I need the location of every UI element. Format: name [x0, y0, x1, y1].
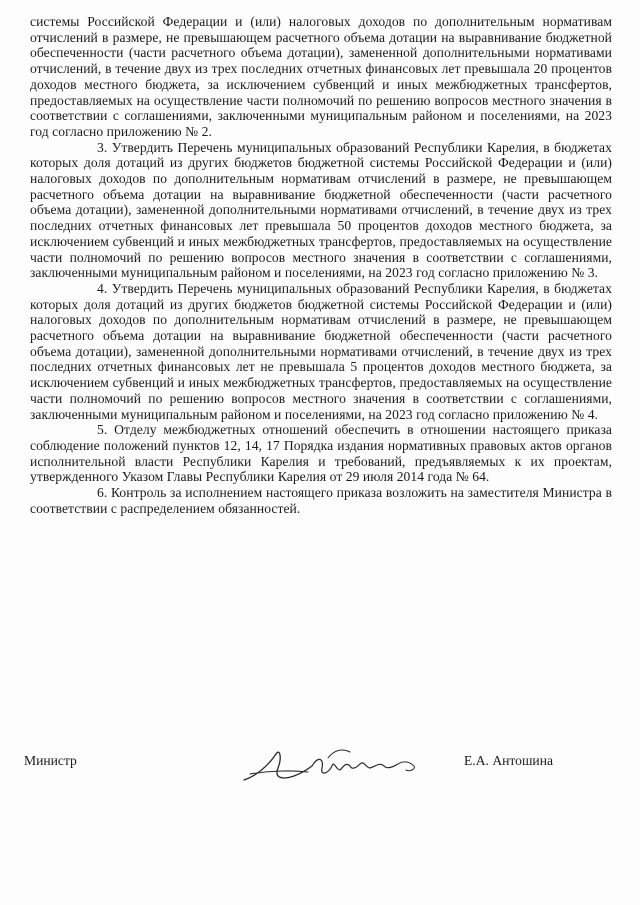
- handwritten-signature: [238, 736, 428, 796]
- item-3-paragraph: 3. Утвердить Перечень муниципальных образований Республики Карелия, в бюджетах которых доля дотаций из других бюджетов бюджетной системы Российской Федерации и (или) налоговых доходов по дополнительным нормативам отчислений в размере, не превышающем расчетного объема дотации на выравнивание бюджетной обеспеченности (части расчетного объема дотации), замененной дополнительными нормативами отчислений, в течение двух из трех последних отчетных финансовых лет превышала 50 процентов доходов местного бюджета, за исключением субвенций и иных межбюджетных трансфертов, предоставляемых на осуществление части полномочий по решению вопросов местного значения в соответствии с соглашениями, заключенными муниципальным районом и поселениями, на 2023 год согласно приложению № 3.: [30, 139, 612, 281]
- order-body: [30, 14, 612, 517]
- continuation-paragraph: системы Российской Федерации и (или) налоговых доходов по дополнительным нормативам отчислений в размере, не превышающем расчетного объема дотации на выравнивание бюджетной обеспеченности (части расчетного объема дотации), замененной дополнительными нормативами отчислений, в течение двух из трех последних отчетных финансовых лет превышала 20 процентов доходов местного бюджета, за исключением субвенций и иных межбюджетных трансфертов, предоставляемых на осуществление части полномочий по решению вопросов местного значения в соответствии с соглашениями, заключенными муниципальным районом и поселениями, на 2023 год согласно приложению № 2.: [30, 14, 612, 139]
- item-4-paragraph: 4. Утвердить Перечень муниципальных образований Республики Карелия, в бюджетах которых доля дотаций из других бюджетов бюджетной системы Российской Федерации и (или) налоговых доходов по дополнительным нормативам отчислений в размере, не превышающем расчетного объема дотации на выравнивание бюджетной обеспеченности (части расчетного объема дотации), замененной дополнительными нормативами отчислений, в течение двух из трех последних отчетных финансовых лет не превышала 5 процентов доходов местного бюджета, за исключением субвенций и иных межбюджетных трансфертов, предоставляемых на осуществление части полномочий по решению вопросов местного значения в соответствии с соглашениями, заключенными муниципальным районом и поселениями, на 2023 год согласно приложению № 4.: [30, 280, 612, 422]
- item-5-paragraph: 5. Отделу межбюджетных отношений обеспечить в отношении настоящего приказа соблюдение положений пунктов 12, 14, 17 Порядка издания нормативных правовых актов органов исполнительной власти Республики Карелия и требований, предъявляемых к их проектам, утвержденного Указом Главы Республики Карелия от 29 июля 2014 года № 64.: [30, 422, 612, 485]
- signature-image: [238, 736, 428, 796]
- signature-block: [20, 748, 620, 808]
- item-6-paragraph: 6. Контроль за исполнением настоящего приказа возложить на заместителя Министра в соответствии с распределением обязанностей.: [30, 485, 612, 516]
- signatory-name: Е.А. Антошина: [464, 753, 554, 768]
- signatory-role: Министр: [24, 753, 77, 768]
